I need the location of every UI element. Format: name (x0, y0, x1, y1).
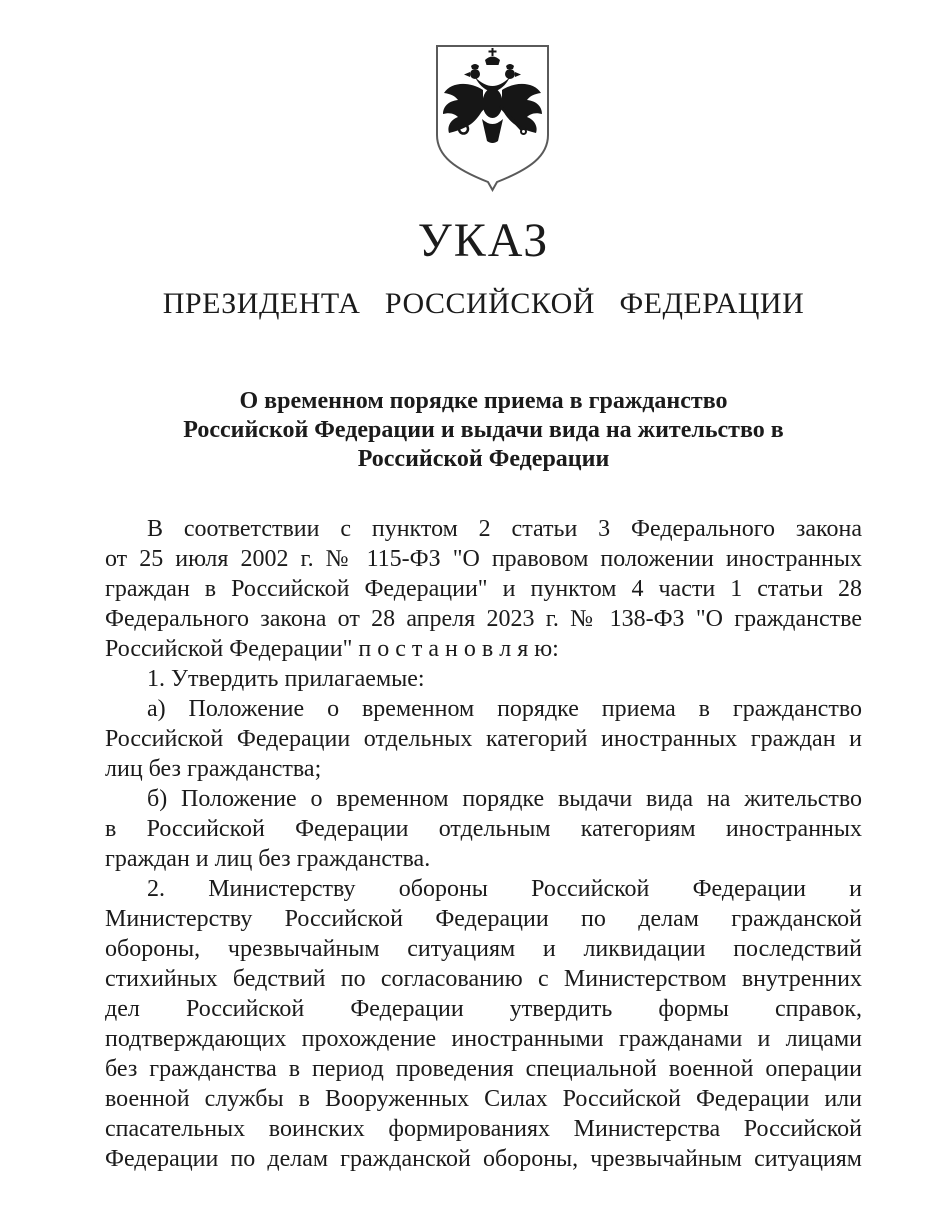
text-line: б) Положение о временном порядке выдачи вида на жительство (147, 786, 862, 812)
text-line: обороны, чрезвычайным ситуациям и ликвидации последствий (105, 936, 862, 962)
document-title (105, 387, 862, 474)
title-line: О временном порядке приема в гражданство (239, 388, 728, 414)
text-line: стихийных бедствий по согласованию с Министерством внутренних (105, 966, 862, 992)
text-line: военной службы в Вооруженных Силах Российской Федерации или (105, 1086, 862, 1112)
text-line: Федерации по делам гражданской обороны, чрезвычайным ситуациям (105, 1146, 862, 1172)
text-line: от 25 июля 2002 г. № 115-ФЗ "О правовом положении иностранных (105, 546, 862, 572)
paragraph (105, 874, 862, 1174)
text-line: без гражданства в период проведения специальной военной операции (105, 1056, 862, 1082)
text-line: спасательных воинских формированиях Министерства Российской (105, 1116, 862, 1142)
text-line: граждан в Российской Федерации" и пунктом 4 части 1 статьи 28 (105, 576, 862, 602)
text-line: лиц без гражданства; (105, 756, 322, 782)
text-line: подтверждающих прохождение иностранными гражданами и лицами (105, 1026, 862, 1052)
text-line: Российской Федерации отдельных категорий иностранных граждан и (105, 726, 862, 752)
text-line: В соответствии с пунктом 2 статьи 3 Федерального закона (147, 516, 862, 542)
issuer-heading: ПРЕЗИДЕНТА РОССИЙСКОЙ ФЕДЕРАЦИИ (162, 287, 805, 320)
title-line: Российской Федерации (357, 446, 610, 472)
text-line: в Российской Федерации отдельным категориям иностранных (105, 816, 862, 842)
text-line: Российской Федерации" п о с т а н о в л я ю: (105, 636, 559, 662)
text-line: Федерального закона от 28 апреля 2023 г. № 138-ФЗ "О гражданстве (105, 606, 862, 632)
paragraph (105, 664, 862, 694)
text-line: дел Российской Федерации утвердить формы справок, (105, 996, 862, 1022)
paragraph (105, 784, 862, 874)
paragraph (105, 694, 862, 784)
paragraph (105, 514, 862, 664)
doc-type-heading: УКАЗ (417, 214, 550, 267)
text-line: 2. Министерству обороны Российской Федерации и (147, 876, 862, 902)
document-body (105, 514, 862, 1174)
text-line: а) Положение о временном порядке приема в гражданство (147, 696, 862, 722)
text-line: Министерству Российской Федерации по делам гражданской (105, 906, 862, 932)
coat-of-arms-icon (427, 43, 558, 192)
title-line: Российской Федерации и выдачи вида на жительство в (183, 417, 784, 443)
text-line: граждан и лиц без гражданства. (105, 846, 431, 872)
text-line: 1. Утвердить прилагаемые: (147, 666, 425, 692)
